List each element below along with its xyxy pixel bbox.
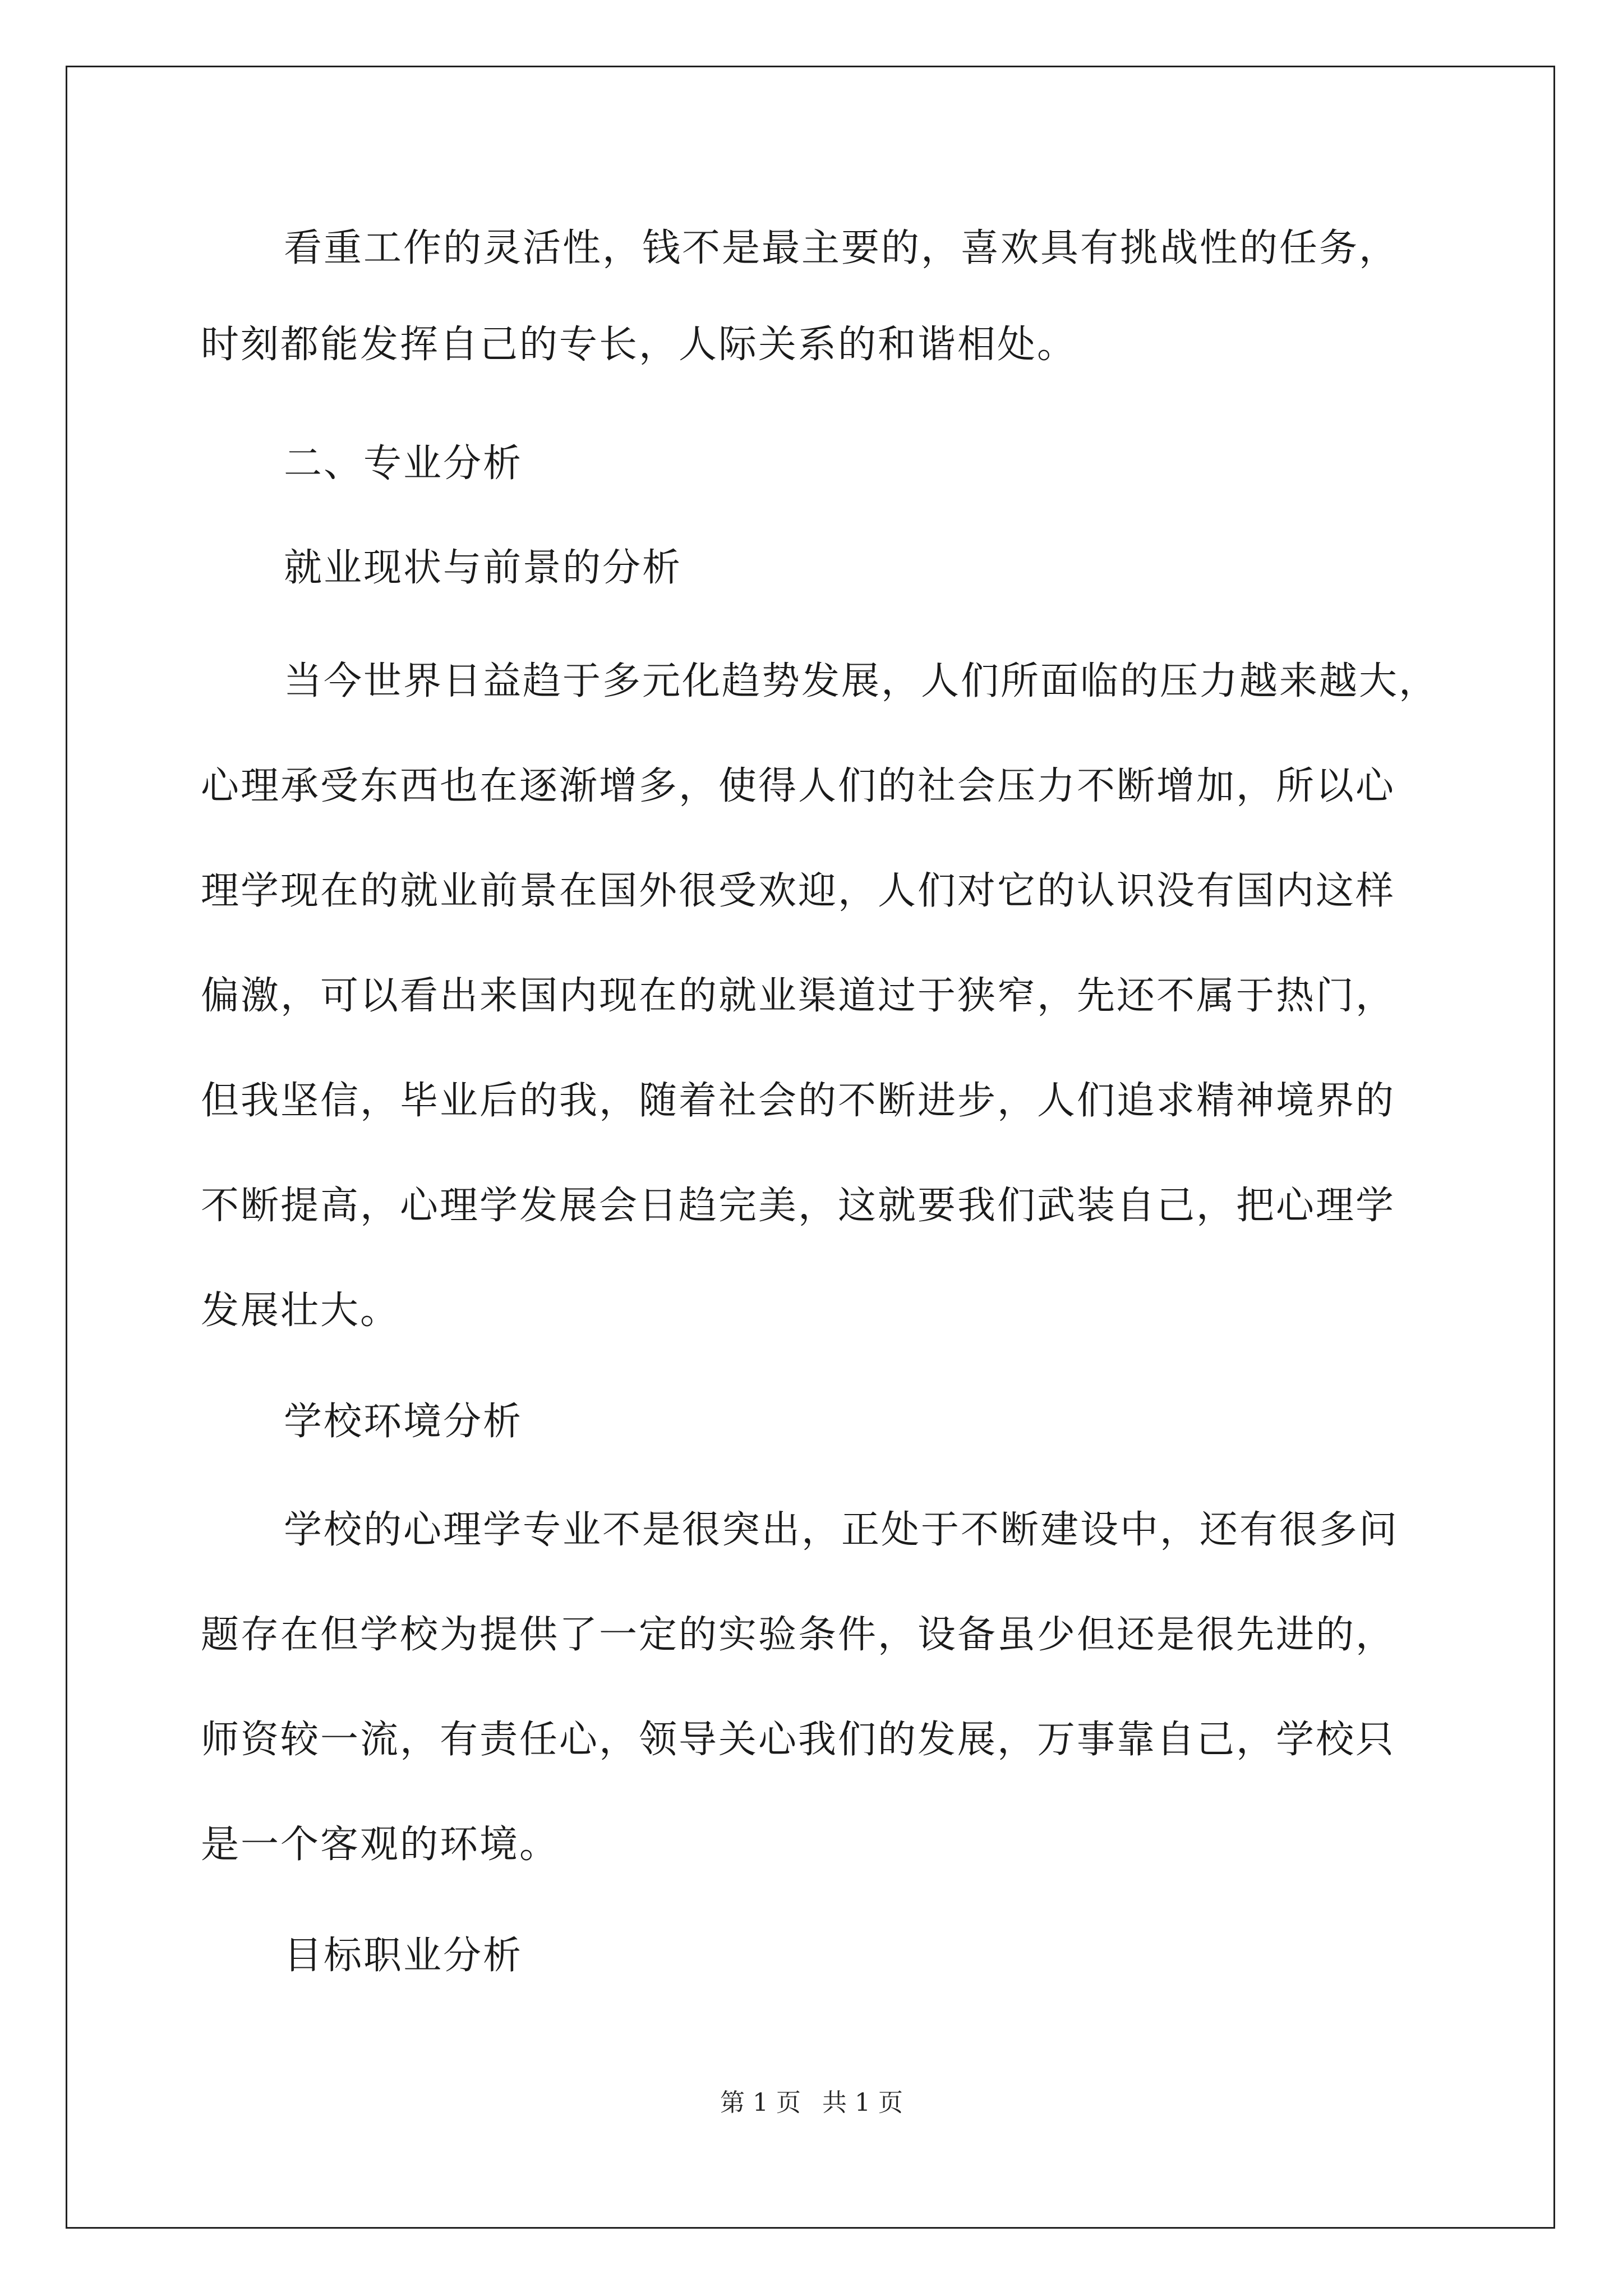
text-line: 偏激，可以看出来国内现在的就业渠道过于狭窄，先还不属于热门， xyxy=(201,974,1396,1018)
page-footer xyxy=(0,2082,1623,2118)
subsection-heading: 就业现状与前景的分析 xyxy=(284,546,683,590)
text-line: 看重工作的灵活性，钱不是最主要的，喜欢具有挑战性的任务， xyxy=(284,226,1399,270)
text-line: 不断提高，心理学发展会日趋完美，这就要我们武装自己，把心理学 xyxy=(201,1184,1396,1228)
text-line: 是一个客观的环境。 xyxy=(201,1823,560,1867)
subsection-heading: 目标职业分析 xyxy=(284,1934,523,1978)
section-heading: 二、专业分析 xyxy=(284,441,523,486)
page-number: 第 1 页 xyxy=(720,2088,801,2117)
text-line: 理学现在的就业前景在国外很受欢迎，人们对它的认识没有国内这样 xyxy=(201,869,1396,913)
text-line: 但我坚信，毕业后的我，随着社会的不断进步，人们追求精神境界的 xyxy=(201,1079,1396,1123)
page-total: 共 1 页 xyxy=(822,2088,903,2117)
text-line: 学校的心理学专业不是很突出，正处于不断建设中，还有很多问 xyxy=(284,1508,1399,1552)
text-line: 题存在但学校为提供了一定的实验条件，设备虽少但还是很先进的， xyxy=(201,1613,1396,1657)
text-line: 发展壮大。 xyxy=(201,1289,400,1333)
text-line: 时刻都能发挥自己的专长，人际关系的和谐相处。 xyxy=(201,323,1077,367)
text-line: 心理承受东西也在逐渐增多，使得人们的社会压力不断增加，所以心 xyxy=(201,764,1396,808)
subsection-heading: 学校环境分析 xyxy=(284,1400,523,1444)
page-border xyxy=(66,66,1555,2229)
text-line: 当今世界日益趋于多元化趋势发展，人们所面临的压力越来越大， xyxy=(284,659,1439,703)
text-line: 师资较一流，有责任心，领导关心我们的发展，万事靠自己，学校只 xyxy=(201,1718,1396,1762)
